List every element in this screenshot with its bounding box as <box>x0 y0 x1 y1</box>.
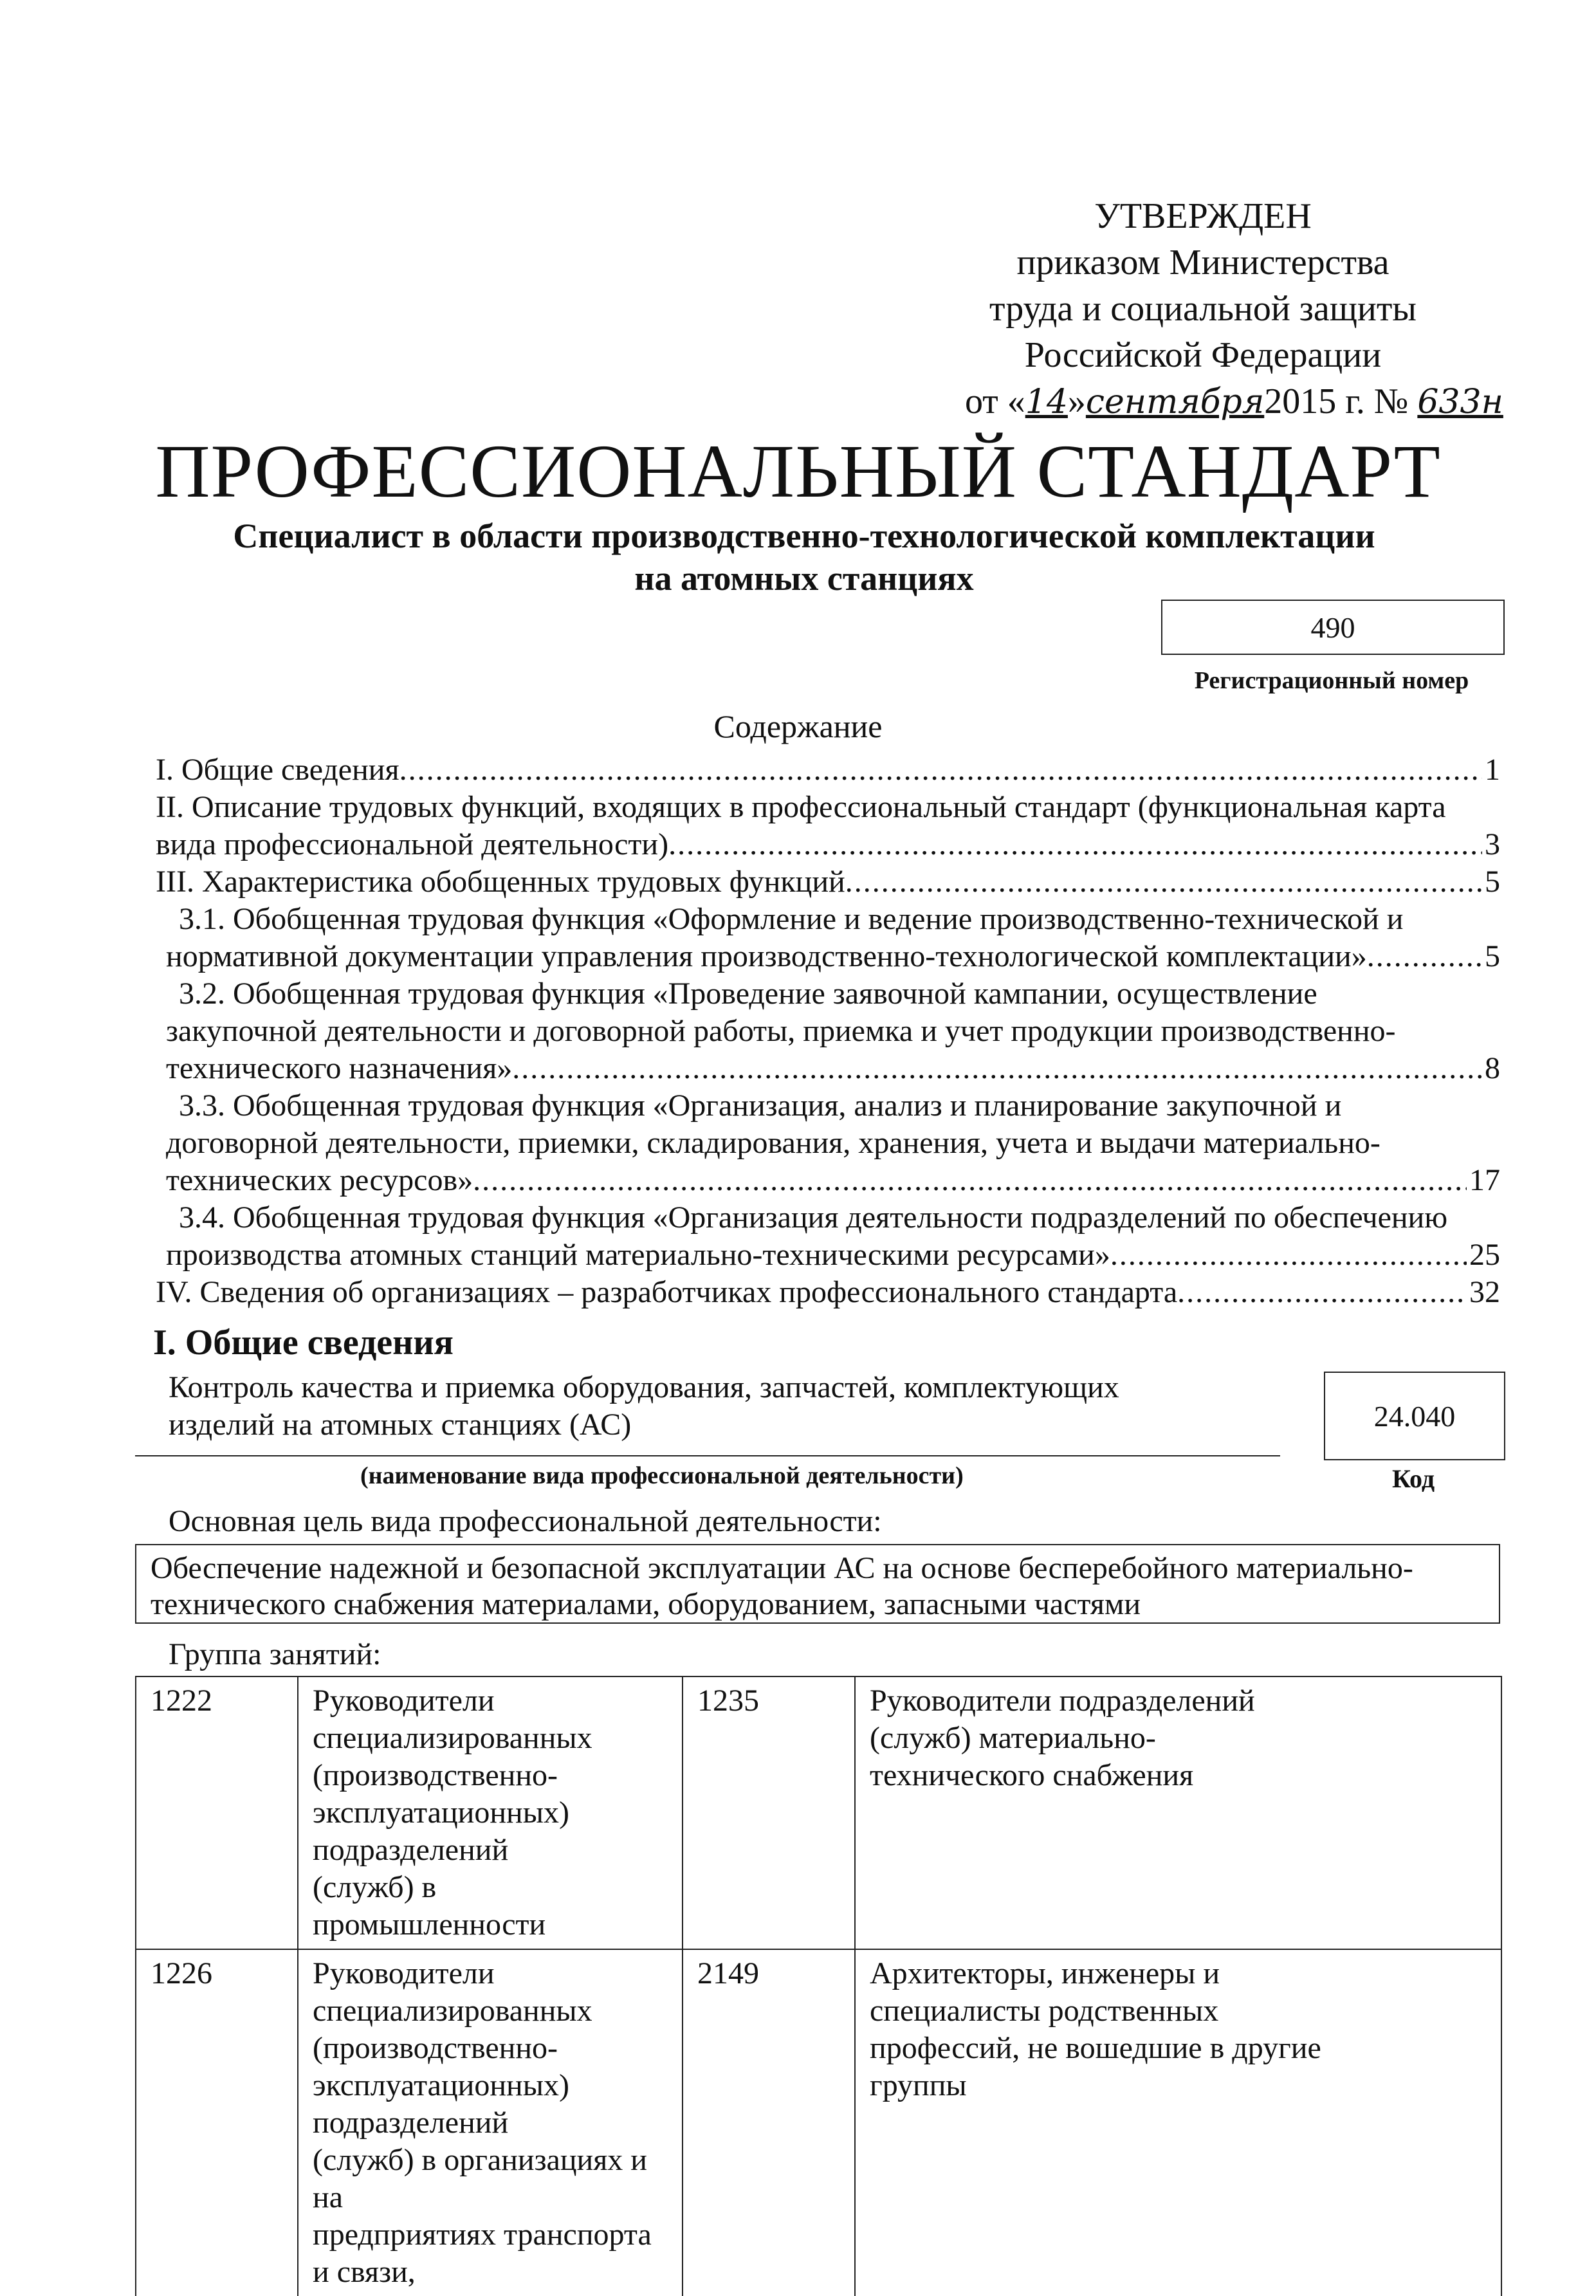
document-title: ПРОФЕССИОНАЛЬНЫЙ СТАНДАРТ <box>155 429 1441 513</box>
toc-entry[interactable] <box>156 1274 1500 1311</box>
date-month-handwritten: сентября <box>1085 383 1265 421</box>
toc-entry-text: 3.3. Обобщенная трудовая функция «Организация, анализ и планирование закупочной и <box>179 1088 1342 1123</box>
group-name-line: эксплуатационных) подразделений <box>313 2068 569 2140</box>
group-name <box>298 1949 683 2296</box>
activity-name-line-2: изделий на атомных станциях (АС) <box>169 1408 632 1442</box>
group-name-line: технического снабжения <box>870 1758 1194 1792</box>
goal-label: Основная цель вида профессиональной деятельности: <box>169 1504 882 1538</box>
group-name-line: специалисты родственных <box>870 1994 1219 2028</box>
group-name-line: специализированных <box>313 1994 592 2028</box>
toc-entry-text: вида профессиональной деятельности) <box>156 827 669 861</box>
toc-entry-text: II. Описание трудовых функций, входящих в профессиональный стандарт (функциональная карта <box>156 790 1446 824</box>
toc-title: Содержание <box>713 708 883 744</box>
toc-entry[interactable] <box>156 901 1500 975</box>
approval-block <box>965 193 1503 425</box>
date-prefix: от « <box>965 381 1025 421</box>
goal-box <box>135 1544 1500 1624</box>
approval-line-4: Российской Федерации <box>1024 335 1382 375</box>
group-name <box>855 1676 1501 1949</box>
group-name-line: (служб) в организациях и на <box>313 2143 647 2214</box>
toc-entry[interactable] <box>156 1199 1500 1274</box>
registration-number-box <box>1161 600 1505 655</box>
document-subtitle <box>96 515 1512 600</box>
toc-entry-text: IV. Сведения об организациях – разработчиках профессионального стандарта <box>156 1275 1178 1309</box>
group-code: 1235 <box>683 1676 855 1949</box>
activity-name <box>169 1369 1262 1444</box>
toc-entry[interactable] <box>156 863 1500 901</box>
group-name-line: Архитекторы, инженеры и <box>870 1956 1220 1990</box>
toc-entry-text: 3.2. Обобщенная трудовая функция «Проведение заявочной кампании, осуществление <box>179 977 1317 1011</box>
toc-entry-text: III. Характеристика обобщенных трудовых функций <box>156 865 845 899</box>
group-name-line: предприятиях транспорта и связи, <box>313 2218 652 2289</box>
activity-underline <box>135 1455 1280 1456</box>
toc-entry-page: 1 <box>1485 753 1500 787</box>
group-code: 1222 <box>136 1676 298 1949</box>
toc-entry-text: 3.4. Обобщенная трудовая функция «Организация деятельности подразделений по обеспечению <box>179 1200 1448 1235</box>
approval-line-1: УТВЕРЖДЕН <box>1094 196 1312 236</box>
toc-entry-page: 25 <box>1469 1238 1500 1272</box>
toc-entry-text: нормативной документации управления производственно-технологической комплектации» <box>166 939 1367 973</box>
group-name-line: Руководители <box>313 1684 495 1718</box>
group-name-line: (служб) материально- <box>870 1721 1156 1755</box>
toc-entry-page: 5 <box>1485 939 1500 973</box>
toc-entry-page: 17 <box>1469 1163 1500 1197</box>
registration-number: 490 <box>1310 611 1355 644</box>
toc-entry-page: 3 <box>1485 827 1500 861</box>
group-name-line: специализированных <box>313 1721 592 1755</box>
order-number-handwritten: 633н <box>1417 383 1503 421</box>
group-name-line: (производственно- <box>313 1758 558 1792</box>
goal-line-1: Обеспечение надежной и безопасной эксплуатации АС на основе бесперебойного материально- <box>151 1551 1413 1585</box>
toc-entry[interactable] <box>156 1087 1500 1199</box>
approval-line-2: приказом Министерства <box>1016 243 1390 282</box>
toc-entry-text: закупочной деятельности и договорной работы, приемка и учет продукции производственно- <box>166 1014 1396 1048</box>
subtitle-line-2: на атомных станциях <box>634 559 974 598</box>
date-year: 2015 г. № <box>1264 381 1409 421</box>
activity-caption: (наименование вида профессиональной деятельности) <box>360 1462 964 1489</box>
approval-date-line <box>965 378 1503 425</box>
table-row <box>136 1676 1501 1949</box>
table-row <box>136 1949 1501 2296</box>
section-heading: I. Общие сведения <box>153 1323 454 1363</box>
toc-entry[interactable] <box>156 751 1500 789</box>
toc-entry-text: технических ресурсов» <box>166 1163 473 1197</box>
group-name-line: Руководители <box>313 1956 495 1990</box>
group-name-line: (служб) в промышленности <box>313 1870 546 1942</box>
group-name-line: (производственно- <box>313 2031 558 2065</box>
toc-entry[interactable] <box>156 789 1500 863</box>
group-name-line: группы <box>870 2068 967 2102</box>
group-code: 2149 <box>683 1949 855 2296</box>
toc-entry-text: технического назначения» <box>166 1051 513 1085</box>
table-of-contents <box>156 751 1500 1311</box>
subtitle-line-1: Специалист в области производственно-технологической комплектации <box>233 517 1375 555</box>
toc-entry-text: договорной деятельности, приемки, складирования, хранения, учета и выдачи материально- <box>166 1126 1380 1160</box>
group-name <box>855 1949 1501 2296</box>
group-name-line: Руководители подразделений <box>870 1684 1255 1718</box>
occupation-groups-table <box>135 1676 1502 2296</box>
toc-entry[interactable] <box>156 975 1500 1087</box>
toc-entry-text: 3.1. Обобщенная трудовая функция «Оформление и ведение производственно-технической и <box>179 902 1404 936</box>
goal-line-2: технического снабжения материалами, оборудованием, запасными частями <box>151 1587 1141 1621</box>
toc-entry-page: 32 <box>1469 1275 1500 1309</box>
activity-code-box <box>1324 1372 1505 1460</box>
group-name-line: профессий, не вошедшие в другие <box>870 2031 1321 2065</box>
occupation-group-label: Группа занятий: <box>169 1637 381 1671</box>
group-name <box>298 1676 683 1949</box>
date-mid: » <box>1067 381 1086 421</box>
toc-entry-page: 5 <box>1485 865 1500 899</box>
toc-entry-text: I. Общие сведения <box>156 753 399 787</box>
activity-name-line-1: Контроль качества и приемка оборудования, запчастей, комплектующих <box>169 1370 1119 1404</box>
approval-line-3: труда и социальной защиты <box>989 289 1417 329</box>
date-day-handwritten: 14 <box>1025 383 1068 421</box>
group-name-line: эксплуатационных) подразделений <box>313 1795 569 1867</box>
code-caption: Код <box>1391 1464 1435 1493</box>
group-code: 1226 <box>136 1949 298 2296</box>
registration-label: Регистрационный номер <box>1194 667 1469 694</box>
toc-entry-text: производства атомных станций материально-техническими ресурсами» <box>166 1238 1110 1272</box>
toc-entry-page: 8 <box>1485 1051 1500 1085</box>
activity-code: 24.040 <box>1373 1399 1456 1433</box>
